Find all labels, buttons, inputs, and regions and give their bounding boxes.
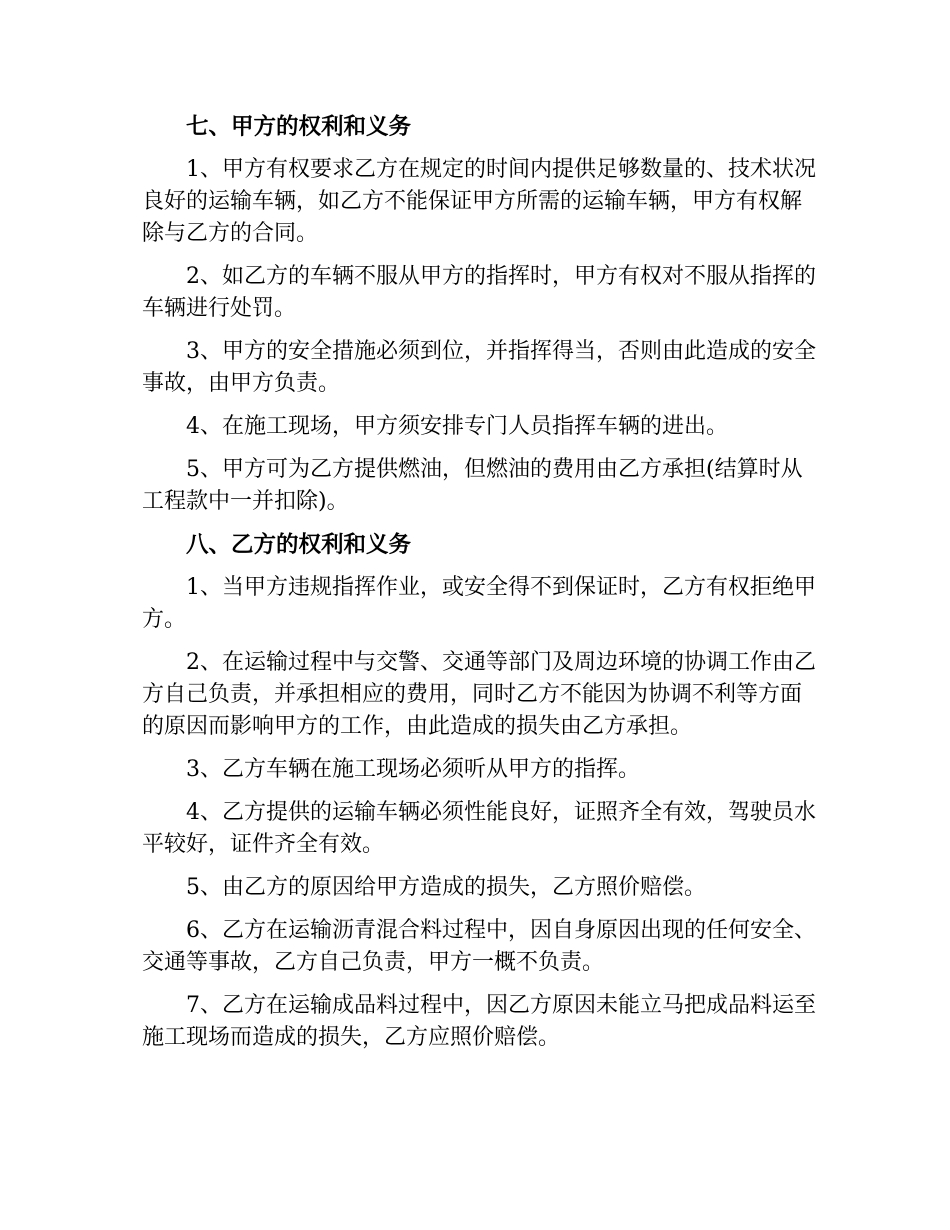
- section-heading-7: 七、甲方的权利和义务: [186, 114, 412, 140]
- paragraph-8-3: 3、乙方车辆在施工现场必须听从甲方的指挥。: [186, 757, 640, 782]
- paragraph-8-7: 7、乙方在运输成品料过程中，因乙方原因未能立马把成品料运至施工现场而造成的损失，乙方应照价赔偿。: [142, 993, 816, 1050]
- paragraph-8-4: 4、乙方提供的运输车辆必须性能良好，证照齐全有效，驾驶员水平较好，证件齐全有效。: [142, 800, 816, 857]
- paragraph-8-1: 1、当甲方违规指挥作业，或安全得不到保证时，乙方有权拒绝甲方。: [142, 575, 816, 632]
- paragraph-8-2: 2、在运输过程中与交警、交通等部门及周边环境的协调工作由乙方自己负责，并承担相应的费用，同时乙方不能因为协调不利等方面的原因而影响甲方的工作，由此造成的损失由乙方承担。: [142, 650, 816, 739]
- paragraph-8-5: 5、由乙方的原因给甲方造成的损失，乙方照价赔偿。: [186, 875, 706, 900]
- section-heading-8: 八、乙方的权利和义务: [186, 532, 412, 558]
- paragraph-7-4: 4、在施工现场，甲方须安排专门人员指挥车辆的进出。: [186, 414, 728, 439]
- paragraph-7-5: 5、甲方可为乙方提供燃油，但燃油的费用由乙方承担(结算时从工程款中一并扣除)。: [142, 457, 803, 514]
- paragraph-7-1: 1、甲方有权要求乙方在规定的时间内提供足够数量的、技术状况良好的运输车辆，如乙方不能保证甲方所需的运输车辆，甲方有权解除与乙方的合同。: [142, 157, 816, 246]
- paragraph-7-2: 2、如乙方的车辆不服从甲方的指挥时，甲方有权对不服从指挥的车辆进行处罚。: [142, 264, 816, 321]
- paragraph-7-3: 3、甲方的安全措施必须到位，并指挥得当，否则由此造成的安全事故，由甲方负责。: [142, 339, 816, 396]
- paragraph-8-6: 6、乙方在运输沥青混合料过程中，因自身原因出现的任何安全、交通等事故，乙方自己负责，甲方一概不负责。: [142, 918, 816, 975]
